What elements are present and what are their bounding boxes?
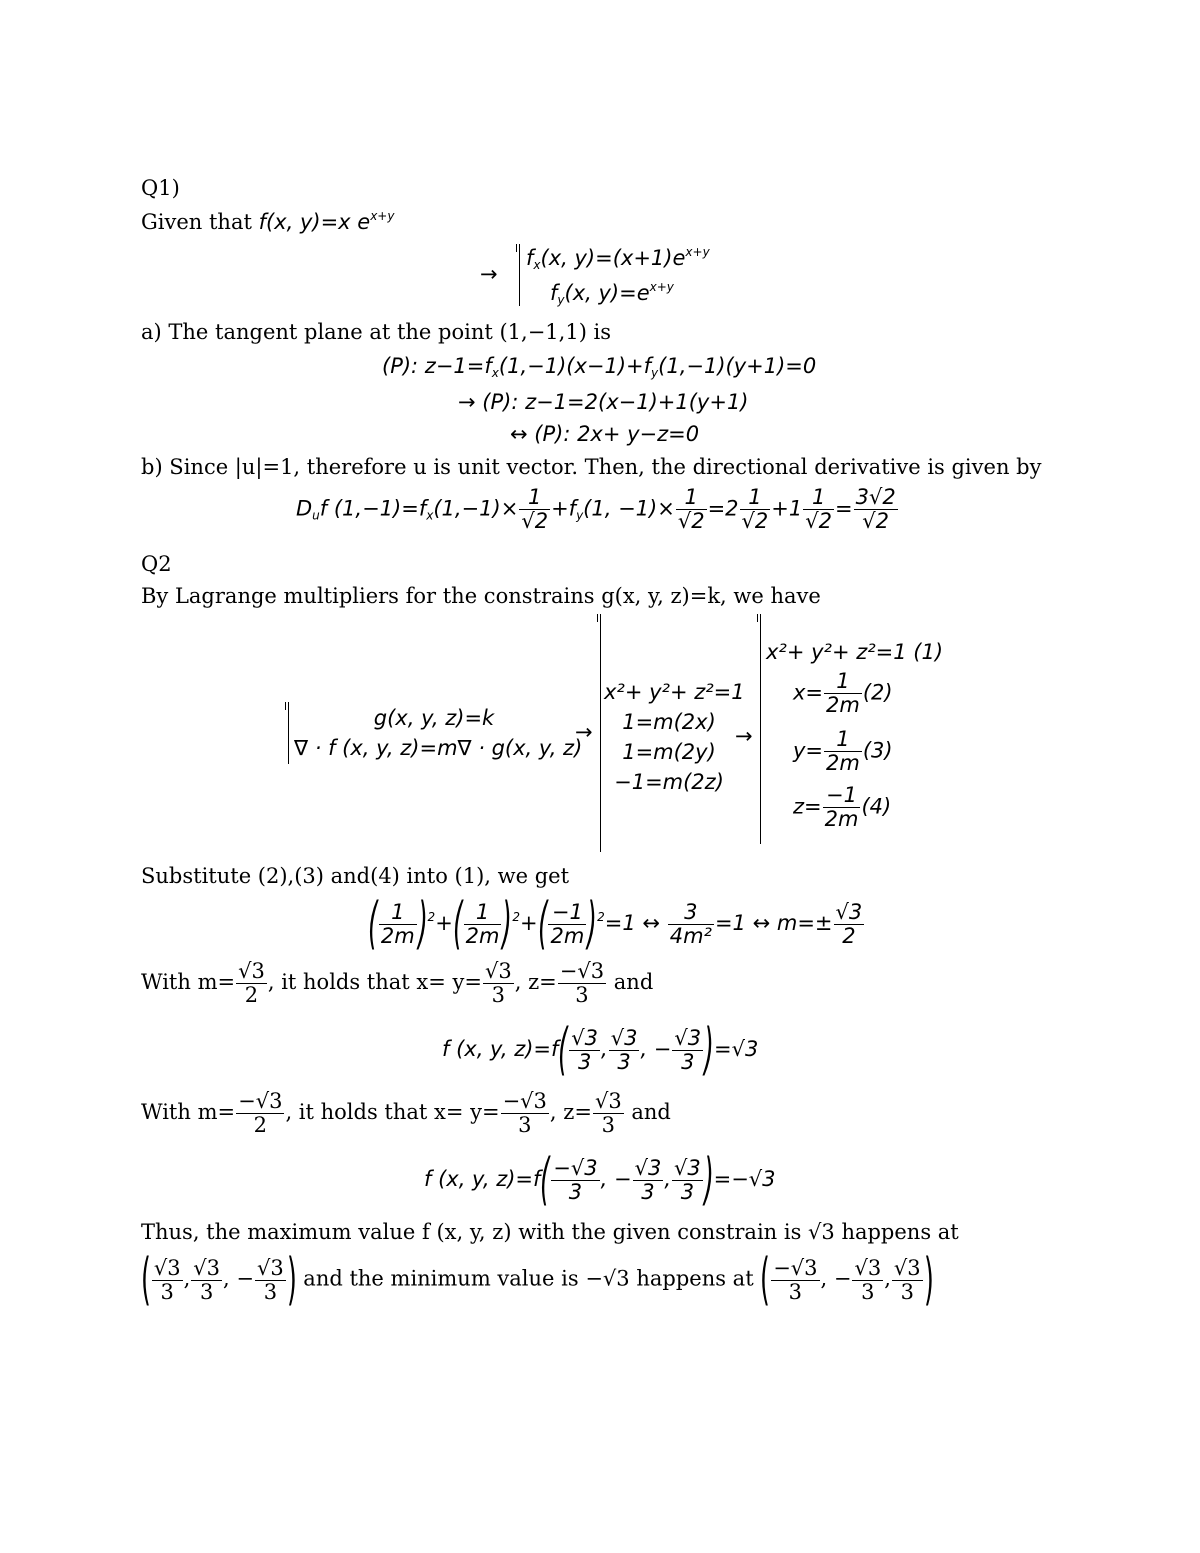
conclusion-text: Thus, the maximum value f (x, y, z) with the given constrain is √3 happens at [141, 1220, 959, 1244]
substitution-equation: ( $\frac{1}{2m}$ )$^2$+( $\frac{1}{2m}$ )$^2$+( $\frac{-1}{2m}$ )$^2$=1 ↔ $\frac{3}{\text{4m²}}$ =1 ↔ m=± $\frac{√3}{2}$ [368, 891, 863, 956]
substitute-text: Substitute (2),(3) and(4) into (1), we get [141, 864, 570, 888]
tangent-plane-eq-1: (P): $z-1=f_x(1,-1)(x-1)+f_y(1,-1)(y+1)=0$ [382, 354, 817, 380]
system-3-row-y: y= $\frac{1}{2m}$ (3) [793, 727, 893, 775]
system-3-row-1: x²+ y²+ z²=1 (1) [766, 640, 944, 664]
fy-formula: $f_y(x$, $y)=e^{x+y}$ [550, 280, 674, 307]
system-arrow-1: → [575, 720, 593, 744]
tangent-plane-eq-2: → (P): z−1=2(x−1)+1(y+1) [458, 390, 749, 414]
fx-formula: $f_x(x$, $y)=(x+1)e^{x+y}$ [526, 245, 710, 272]
system-1 [294, 706, 583, 760]
system-2-row: 1=m(2x) [622, 710, 716, 734]
given-function: f(x, y)=x e [258, 210, 371, 234]
q2-heading: Q2 [141, 552, 172, 576]
with-negative-m: With m= $\frac{-√3}{2}$ , it holds that x= y= $\frac{-√3}{3}$ , z= $\frac{√3}{3}$ and [141, 1089, 671, 1137]
min-value-equation: f (x, y, z)=f( $\frac{-√3}{3}$ , − $\frac{√3}{3}$ , $\frac{√3}{3}$ )=−√3 [424, 1147, 776, 1212]
deriv-arrow: → [480, 262, 498, 286]
system-2-row: −1=m(2z) [614, 770, 724, 794]
system-2-brace [600, 614, 601, 852]
part-b-text: b) Since |u|=1, therefore u is unit vector. Then, the directional derivative is given by [141, 455, 1042, 479]
system-arrow-2: → [735, 724, 753, 748]
system-1-row: g(x, y, z)=k [373, 706, 495, 730]
given-exponent: x+y [370, 209, 395, 223]
directional-derivative-eq: $D_uf$ $(1,-1)=f_x(1,-1)\times$ $\frac{1}{√2}$ $+f_y(1$, −1)× $\frac{1}{√2}$ =2 $\frac{1}{√2}$ +1 $\frac{1}{√2}$ = $\frac{3√2}{√2}$ [296, 485, 896, 533]
given-text: Given that [141, 210, 252, 234]
system-1-row: ∇ · f (x, y, z)=m∇ · g(x, y, z) [294, 736, 583, 760]
system-1-brace [288, 702, 289, 764]
system-2-row: x²+ y²+ z²=1 [604, 680, 745, 704]
system-3-row-z: z= $\frac{-1}{2m}$ (4) [793, 783, 892, 831]
q2-intro: By Lagrange multipliers for the constrains g(x, y, z)=k, we have [141, 584, 821, 608]
tangent-plane-eq-3: ↔ (P): 2x+ y−z=0 [510, 422, 700, 446]
max-value-equation: f (x, y, z)=f( $\frac{√3}{3}$ , $\frac{√3}{3}$ , − $\frac{√3}{3}$ )=√3 [442, 1017, 759, 1082]
system-3-brace [760, 614, 761, 844]
with-positive-m: With m= $\frac{√3}{2}$ , it holds that x= y= $\frac{√3}{3}$ , z= $\frac{-√3}{3}$ and [141, 959, 654, 1007]
system-3-row-x: x= $\frac{1}{2m}$ (2) [793, 669, 893, 717]
system-2 [604, 680, 745, 800]
part-a-text: a) The tangent plane at the point (1,−1,1) is [141, 320, 612, 344]
q1-heading: Q1) [141, 176, 180, 200]
q1-given [141, 210, 394, 234]
system-2-row: 1=m(2y) [622, 740, 716, 764]
conclusion-points: ( $\frac{√3}{3}$ , $\frac{√3}{3}$ , − $\frac{√3}{3}$ ) and the minimum value is −√3 happens at ( $\frac{-√3}{3}$ , − $\frac{√3}{3}$ , $\frac{√3}{3}$ ) [141, 1247, 934, 1312]
deriv-brace [519, 244, 520, 306]
